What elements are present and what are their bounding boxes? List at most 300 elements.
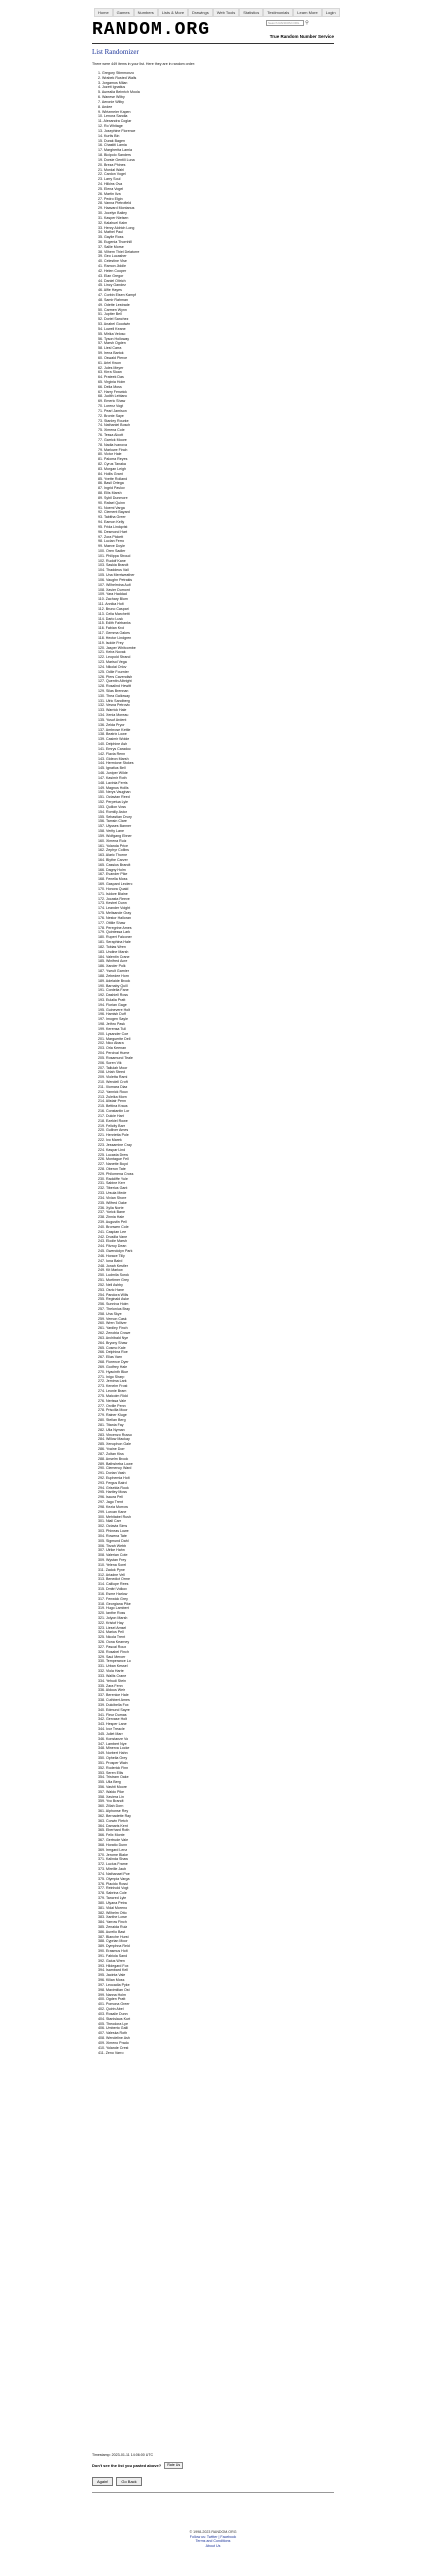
result-list [98, 71, 218, 2055]
list-item-number: 131. [98, 698, 106, 703]
nav-item[interactable]: Drawings [188, 8, 213, 17]
list-item-text: Gertrude Vale [106, 1838, 129, 1843]
list-item-number: 260. [98, 1321, 106, 1326]
intro-text: There were 449 items in your list. Here they are in random order: [92, 62, 196, 66]
list-item-text: Vincenzo Russo [106, 1432, 132, 1437]
list-item-number: 215. [98, 1104, 106, 1109]
list-item-number: 226. [98, 1157, 106, 1162]
list-item-number: 392. [98, 1958, 106, 1963]
list-item-text: Evander Pike [106, 872, 128, 877]
list-item-text: Zenaida Ruiz [106, 1925, 128, 1929]
list-item-number: 408. [98, 2036, 106, 2041]
list-item-text: Annika Holt [105, 602, 124, 607]
list-item-text: Gwendolyn Park [106, 1249, 133, 1254]
list-item-text: Wilfred Oake [106, 1200, 127, 1205]
list-item-number: 132. [98, 703, 106, 708]
list-item-number: 35. [98, 235, 104, 240]
list-item-number: 261. [98, 1326, 106, 1331]
list-item-number: 22. [98, 172, 104, 177]
list-item-text: Radcliffe Yule [106, 1176, 128, 1181]
list-item-number: 242. [98, 1234, 106, 1239]
list-item-text: Xanthe Lowe [106, 1915, 127, 1920]
list-item-text: Odette Lestrade [104, 302, 130, 307]
list-item-number: 273. [98, 1384, 106, 1389]
list-item-number: 383. [98, 1915, 106, 1920]
list-item-text: Saskia Brandt [106, 563, 129, 568]
list-item-number: 196. [98, 1012, 106, 1017]
list-item-number: 107. [98, 582, 106, 587]
list-item-number: 282. [98, 1427, 106, 1432]
list-item-number: 287. [98, 1451, 106, 1456]
nav-item[interactable]: Login [322, 8, 340, 17]
list-item-number: 100. [98, 548, 106, 553]
list-item-text: Drusilla Vane [106, 1234, 128, 1239]
list-item-number: 256. [98, 1302, 106, 1307]
list-item-number: 69. [98, 399, 104, 404]
list-item-text: Thaddeus Vail [105, 568, 129, 573]
list-item-text: Wallis Crane [106, 1673, 127, 1678]
search-input[interactable]: Search RANDOM.ORG [266, 20, 304, 26]
list-item-number: 387. [98, 1934, 106, 1939]
list-item-text: Jerome Blake [106, 1852, 128, 1857]
list-item-text: Bathsheba Lowe [106, 1461, 133, 1466]
list-item-text: Zelda Pryor [106, 722, 125, 727]
list-item-text: Zara Fenn [106, 1683, 123, 1688]
logo[interactable]: RANDOM.ORG [92, 20, 211, 40]
list-item-number: 85. [98, 476, 104, 481]
go-back-button[interactable]: Go Back [116, 2477, 141, 2486]
list-item-number: 362. [98, 1813, 106, 1818]
list-item-text: Oona Kearney [106, 1640, 130, 1645]
list-item-number: 170. [98, 886, 106, 891]
list-item-number: 65. [98, 380, 104, 384]
list-item-text: Roderick Finn [106, 1765, 129, 1770]
list-item-text: Dario Lusk [105, 616, 123, 621]
list-item-number: 64. [98, 375, 104, 380]
list-item-number: 268. [98, 1360, 106, 1365]
list-item-number: 172. [98, 896, 106, 901]
list-item-number: 342. [98, 1717, 106, 1722]
list-item-text: Lorcan Kane [106, 1509, 127, 1514]
social-links[interactable]: Follow us: Twitter | Facebook [189, 2534, 237, 2539]
list-item-number: 255. [98, 1297, 106, 1302]
about-link[interactable]: About Us [205, 2543, 221, 2548]
list-item-text: Elena Vogel [104, 186, 124, 191]
list-item-text: Nathaniel Bosch [104, 423, 131, 428]
list-item-text: Stanislaus Kurt [106, 2016, 131, 2021]
list-item-text: Xylia Norte [106, 1205, 124, 1210]
list-item-number: 360. [98, 1804, 106, 1809]
list-item-number: 266. [98, 1350, 106, 1355]
nav-item[interactable]: Web Tools [213, 8, 240, 17]
list-item-number: 70. [98, 404, 104, 409]
list-item-text: Nikolai Orlov [106, 664, 127, 669]
list-item-number: 136. [98, 722, 106, 727]
list-item-text: Bicipolo Sanders [104, 153, 131, 158]
list-item-number: 394. [98, 1968, 106, 1973]
list-item-text: Ludmila Sorok [106, 1273, 129, 1278]
list-item-number: 301. [98, 1519, 106, 1524]
list-item-text: Zephyr Collins [106, 848, 129, 853]
list-item-text: Osric Hane [106, 1287, 124, 1292]
list-item-text: Ingrid Pavlov [104, 486, 125, 491]
list-item-text: Euphemia Holt [106, 1475, 130, 1480]
list-item-text: Hamish Duff [106, 1012, 126, 1017]
list-item-number: 238. [98, 1215, 106, 1220]
list-item-text: Reginald Aske [106, 1297, 129, 1302]
list-item-number: 118. [98, 635, 106, 640]
list-item-text: Vanna Pietrofield [104, 201, 132, 206]
list-item-text: Kestrel Dunn [106, 901, 127, 906]
list-item-number: 252. [98, 1282, 106, 1287]
list-item-number: 91. [98, 505, 104, 510]
list-item-text: Yvette Rolland [103, 476, 128, 481]
list-item-text: Prateek Das [104, 375, 124, 380]
list-item-number: 141. [98, 746, 106, 751]
list-item-text: Dymphna Reid [106, 1944, 130, 1949]
list-item-number: 371. [98, 1857, 106, 1862]
list-item-text: Ulyana Petra [106, 1900, 127, 1905]
list-item-text: Irmgard Lenz [106, 1847, 128, 1852]
list-item-number: 405. [98, 2021, 106, 2026]
list-item-number: 296. [98, 1495, 106, 1500]
list-item-text: Lowell Keane [104, 326, 126, 331]
list-item-number: 92. [98, 510, 104, 515]
list-item-number: 351. [98, 1760, 106, 1765]
list-item-text: Magnus Hollis [106, 785, 129, 790]
list-item-text: Orville Penn [106, 1403, 126, 1408]
list-item-number: 222. [98, 1138, 106, 1143]
list-item-text: Esme Harlow [106, 1591, 128, 1596]
list-item-text: Benedict Orme [106, 1577, 130, 1582]
list-item-text: Berenice Hale [106, 1693, 129, 1698]
list-item-number: 323. [98, 1625, 106, 1630]
list-item-text: Yvo Brandt [105, 1799, 124, 1804]
list-item-text: Philomena Cross [106, 1171, 134, 1176]
list-item-text: Quirin Abel [106, 2007, 124, 2012]
list-item-text: Cassius Brandt [106, 862, 131, 867]
list-item-number: 190. [98, 983, 106, 988]
list-item-number: 62. [98, 365, 104, 370]
list-item-text: Jocelyn Bailey [104, 211, 127, 216]
list-item-number: 97. [98, 534, 104, 539]
list-item-text: Inigo Sharp [106, 1374, 125, 1379]
page-title: List Randomizer [92, 48, 139, 56]
list-item-text: Dmitri Volkov [106, 1587, 127, 1592]
list-item-number: 55. [98, 331, 104, 336]
list-item-number: 50. [98, 307, 104, 312]
list-item-text: Hollis Grant [104, 471, 123, 476]
list-item-text: Aldous Weir [105, 1688, 126, 1693]
list-item-text: Yorick Bane [105, 1210, 125, 1215]
list-item-number: 63. [98, 370, 104, 375]
list-item-text: Leonie Bram [106, 1389, 127, 1394]
list-item-number: 297. [98, 1500, 106, 1505]
list-item-text: Xaviera Lin [106, 1794, 124, 1799]
tagline: True Random Number Service [269, 34, 334, 39]
list-item-number: 163. [98, 853, 106, 858]
list-item-text: Tancred Lyle [105, 1896, 127, 1901]
list-item-text: Sabrina Cole [106, 1891, 127, 1896]
list-item-text: Elias Varn [106, 1355, 123, 1360]
list-item-text: Fergus Baird [106, 1480, 127, 1485]
list-item-number: 4. [98, 85, 102, 90]
list-item-number: 40. [98, 259, 104, 264]
list-item-number: 58. [98, 346, 104, 351]
list-item-text: Tobias Wren [105, 944, 126, 949]
list-item-number: 310. [98, 1562, 106, 1567]
list-item-number: 283. [98, 1432, 106, 1437]
list-item-number: 121. [98, 650, 106, 655]
list-item-number: 407. [98, 2031, 106, 2036]
list-item-number: 123. [98, 660, 106, 665]
nav-item[interactable]: Statistics [239, 8, 263, 17]
nav-item[interactable]: Numbers [134, 8, 158, 17]
list-item-number: 57. [98, 341, 104, 346]
list-item-text: Xenophon Gale [106, 1442, 131, 1447]
list-item-text: Dashiell Ross [106, 993, 128, 998]
list-item-text: Soren Vik [106, 1060, 122, 1065]
list-item-number: 54. [98, 326, 104, 331]
list-item-number: 195. [98, 1007, 106, 1012]
action-row [92, 2477, 334, 2486]
list-item-text: Vashti Moore [106, 1784, 127, 1789]
list-item-text: Wolfgang Ebner [106, 833, 132, 838]
list-item-number: 147. [98, 775, 106, 780]
list-item-number: 237. [98, 1210, 106, 1215]
list-item-text: Yolande Crest [105, 2045, 129, 2050]
again-button[interactable]: Again! [92, 2477, 113, 2486]
list-item-text: Jethro Pask [106, 1022, 125, 1027]
list-item-text: Morgan Leigh [104, 466, 126, 471]
list-item-number: 84. [98, 471, 104, 476]
list-item-text: Guinevere Holt [106, 1007, 130, 1012]
list-item-number: 116. [98, 626, 106, 631]
list-item-text: Liesl Carra [104, 346, 122, 351]
list-item-text: Jacinta Vale [106, 1973, 126, 1978]
list-item-text: Jorgamos Milan [102, 80, 128, 85]
list-item-number: 76. [98, 433, 104, 438]
list-item-text: Adelaide Brook [105, 978, 131, 983]
list-item-number: 363. [98, 1818, 106, 1823]
list-item-text: Wirtzmeier Kapen [102, 109, 131, 114]
list-item-text: Rafael Quinn [104, 500, 125, 505]
list-item-number: 410. [98, 2045, 106, 2050]
list-item-text: Felix Monte [106, 1833, 125, 1838]
list-item-number: 10. [98, 114, 104, 119]
list-item-number: 235. [98, 1200, 106, 1205]
nav-item[interactable]: Learn More [293, 8, 321, 17]
list-item-text: Kenelm Frost [106, 1384, 128, 1389]
list-item-text: Horatio Dunn [106, 1842, 128, 1847]
search-icon[interactable]: ⚲ [305, 20, 309, 26]
list-item-number: 341. [98, 1712, 106, 1717]
nav-item[interactable]: Home [94, 8, 113, 17]
list-item-text: Wilhelm Otto [106, 1910, 127, 1915]
list-item-number: 224. [98, 1147, 106, 1152]
list-item-number: 328. [98, 1649, 106, 1654]
list-item-text: Rudolf Kane [106, 558, 126, 563]
list-item-number: 146. [98, 771, 106, 776]
list-item-text: Helen Cooper [104, 268, 127, 273]
list-item-text: Zuleika Morn [106, 1094, 127, 1099]
list-item-text: Ursula Mede [106, 1191, 127, 1196]
list-item-text: Una Skye [106, 1311, 122, 1316]
list-item-number: 202. [98, 1041, 106, 1046]
list-item-text: Lenora Sandia [104, 114, 128, 119]
list-item-number: 352. [98, 1765, 106, 1770]
list-item-text: Kristof Hay [106, 1620, 124, 1625]
list-item-text: Silas Brennan [106, 689, 129, 693]
list-item-text: Daniel Oltrich [104, 278, 126, 283]
list-item-number: 3. [98, 80, 102, 85]
list-item-number: 355. [98, 1780, 106, 1785]
list-item-text: Jasper Whitcombe [106, 645, 136, 650]
list-item-number: 279. [98, 1413, 106, 1418]
list-item-number: 111. [98, 602, 106, 607]
list-item-text: Gemma Oakes [105, 631, 130, 636]
list-item-number: 191. [98, 988, 106, 993]
list-item-number: 369. [98, 1847, 106, 1852]
list-item-text: Godfrey Hale [106, 1364, 128, 1369]
list-item-text: Nanna Holm [106, 1992, 126, 1997]
list-item-number: 80. [98, 452, 104, 457]
list-item-number: 304. [98, 1533, 106, 1538]
list-item-number: 239. [98, 1220, 106, 1225]
list-item-text: Gaius Wren [106, 1958, 125, 1963]
list-item-number: 154. [98, 809, 106, 814]
list-item-number: 130. [98, 693, 106, 698]
list-item-number: 151. [98, 795, 106, 800]
rate-button[interactable]: Rate Us [164, 2462, 183, 2469]
list-item-number: 67. [98, 389, 104, 394]
list-item-number: 265. [98, 1345, 106, 1350]
list-item-text: Zadok Pyne [105, 1567, 125, 1572]
list-item-number: 73. [98, 418, 104, 423]
list-item-number: 402. [98, 2007, 106, 2012]
list-item-text: Eamon Kelly [104, 520, 125, 525]
list-item-text: Kurtis Bin [104, 133, 120, 138]
list-item-text: Verity Lane [106, 829, 124, 834]
list-item-text: Clemency Ward [106, 1466, 132, 1471]
list-item-number: 129. [98, 689, 106, 693]
list-item-number: 307. [98, 1548, 106, 1553]
list-item-number: 336. [98, 1688, 106, 1693]
list-item-text: Judith Leblanc [104, 394, 128, 399]
list-item-text: Octavian Reed [106, 795, 130, 800]
list-item-text: Lucian Ferro [104, 539, 125, 544]
list-item-number: 7. [98, 99, 102, 104]
list-item-text: Andee [101, 104, 113, 109]
list-item-number: 6. [98, 95, 102, 100]
list-item-number: 53. [98, 322, 104, 327]
list-item-text: Yusuf Ardent [105, 717, 127, 722]
terms-link[interactable]: Terms and Conditions [195, 2539, 231, 2543]
list-item-number: 274. [98, 1389, 106, 1394]
nav-item[interactable]: Games [113, 8, 134, 17]
list-item-text: Clement Bayard [104, 510, 130, 515]
list-item-text: Yseult Garnier [105, 969, 129, 974]
list-item-number: 337. [98, 1693, 106, 1698]
list-item-number: 148. [98, 780, 106, 785]
list-item-text: Breza Phines [104, 162, 126, 167]
list-item-text: Tirzah Webb [105, 1543, 127, 1548]
list-item-text: Josephine Florence [104, 128, 136, 133]
list-item-text: Kalahuel Kalm [104, 220, 128, 225]
list-item-text: Quintessa Lark [106, 930, 131, 935]
list-item-number: 46. [98, 288, 104, 293]
list-item-number: 345. [98, 1731, 106, 1736]
list-item-number: 157. [98, 824, 106, 829]
list-item-number: 308. [98, 1553, 106, 1558]
list-item-number: 143. [98, 756, 106, 761]
list-item-number: 311. [98, 1567, 106, 1572]
list-item-text: Nerys Vaughan [106, 790, 131, 795]
list-item-text: Irena Bartok [104, 351, 124, 356]
list-item-number: 24. [98, 182, 104, 187]
list-item-text: Jago Trent [106, 1500, 123, 1505]
list-item-number: 217. [98, 1113, 106, 1118]
list-item-number: 302. [98, 1524, 106, 1529]
list-item-text: Sigmund Dahl [106, 1538, 129, 1543]
list-item-text: Blanche Hurst [106, 1934, 129, 1939]
list-item-number: 404. [98, 2016, 106, 2021]
list-item-text: Peregrine Ames [106, 925, 132, 930]
list-item-number: 232. [98, 1186, 106, 1191]
list-item-number: 272. [98, 1379, 106, 1384]
list-item-number: 329. [98, 1654, 106, 1659]
list-item-text: Bruno Caspari [105, 606, 129, 611]
list-item-text: Anselm Brook [105, 1456, 129, 1461]
list-item-text: Waldo Pike [106, 1789, 125, 1794]
list-item-text: Vaughn Petrakis [106, 577, 133, 582]
list-item-text: Ulla Nyman [106, 1427, 125, 1432]
list-item-text: Undine Marsh [106, 949, 129, 954]
list-item-number: 60. [98, 355, 104, 360]
list-item-number: 1. [98, 71, 102, 75]
list-item-number: 66. [98, 384, 104, 389]
list-item-text: Fabiola Sand [106, 1953, 128, 1958]
nav-item[interactable]: Lists & More [158, 8, 188, 17]
list-item-number: 263. [98, 1335, 106, 1340]
list-item-number: 168. [98, 877, 106, 882]
list-item-number: 200. [98, 1031, 106, 1036]
list-item-text: Geo Lucasher [104, 254, 127, 259]
list-item-number: 361. [98, 1809, 106, 1814]
list-item-number: 42. [98, 268, 104, 273]
list-item-text: Nell Ashby [106, 1282, 123, 1287]
list-item-number: 348. [98, 1746, 106, 1751]
list-item-text: Ianthe Ross [106, 1611, 126, 1616]
list-item-number: 264. [98, 1340, 106, 1345]
list-item-number: 68. [98, 394, 104, 399]
list-item-text: Corbin Eisen Kampf [104, 293, 136, 298]
list-item-text: Doriel Sanchez [104, 317, 129, 322]
list-item-number: 312. [98, 1572, 106, 1577]
list-item-text: Larry Soul [104, 177, 121, 182]
nav-item[interactable]: Testimonials [263, 8, 293, 17]
list-item-number: 105. [98, 573, 106, 578]
list-item-number: 346. [98, 1736, 106, 1741]
list-item-number: 39. [98, 254, 104, 259]
list-item-text: Ariadne Vell [105, 1572, 125, 1577]
list-item-number: 106. [98, 577, 106, 582]
list-item-text: Wrabek Rusted Walls [102, 75, 137, 80]
list-item-number: 153. [98, 804, 106, 809]
list-item-text: Pearl Jamison [104, 408, 127, 413]
list-item-text: Prosper Wain [106, 1760, 128, 1765]
list-item-number: 380. [98, 1900, 106, 1905]
